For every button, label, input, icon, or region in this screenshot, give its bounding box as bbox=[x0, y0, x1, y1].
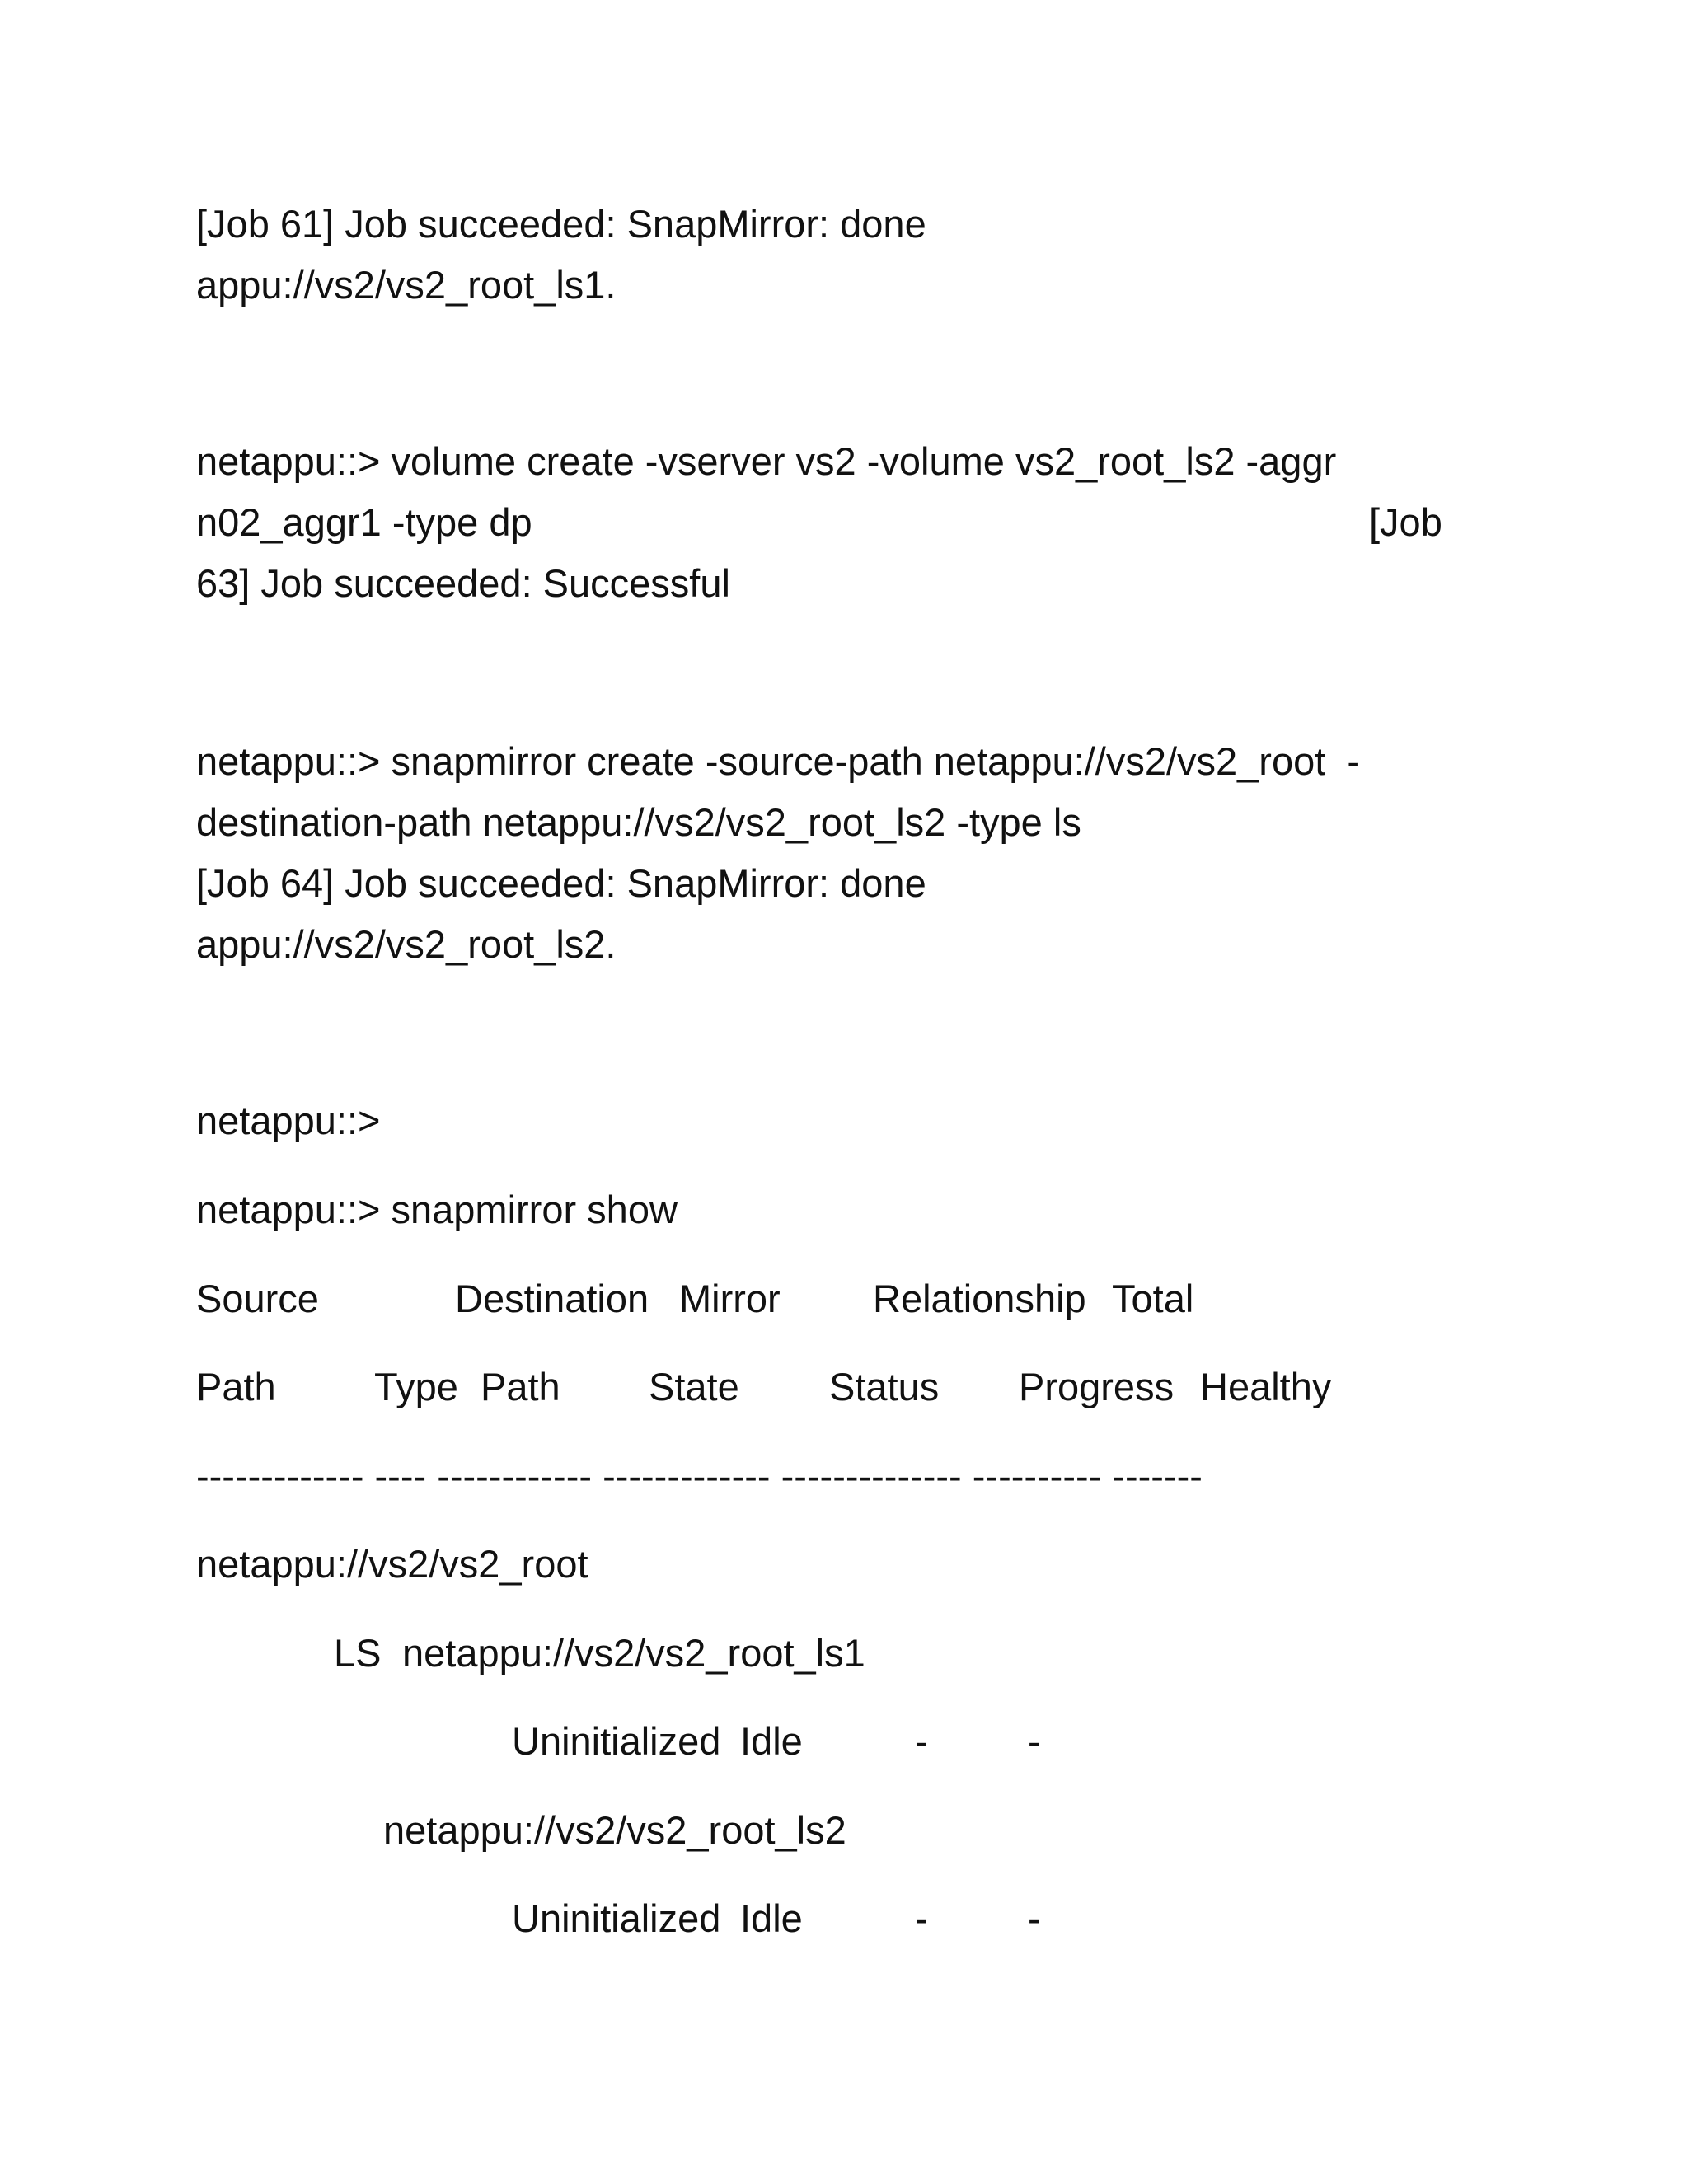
header-progress: Progress bbox=[1019, 1365, 1175, 1408]
row1-type: LS bbox=[334, 1631, 382, 1675]
row1-healthy: - bbox=[1028, 1719, 1041, 1763]
snapmirror-create-args: destination-path netappu://vs2/vs2_root_ls2 -type ls bbox=[196, 800, 1081, 844]
empty-prompt: netappu::> bbox=[196, 1099, 381, 1142]
job64-line: [Job 64] Job succeeded: SnapMirror: done bbox=[196, 861, 926, 905]
header-type: Type bbox=[374, 1365, 458, 1408]
row1-mirror-state: Uninitialized bbox=[512, 1719, 721, 1763]
header-state: State bbox=[649, 1365, 739, 1408]
row1-destination: netappu://vs2/vs2_root_ls1 bbox=[402, 1631, 865, 1675]
header-dest-path: Path bbox=[481, 1365, 560, 1408]
header-destination: Destination bbox=[455, 1277, 649, 1320]
volume-create-command: netappu::> volume create -vserver vs2 -volume vs2_root_ls2 -aggr bbox=[196, 439, 1337, 483]
job61-path-line: appu://vs2/vs2_root_ls1. bbox=[196, 263, 617, 307]
header-mirror: Mirror bbox=[679, 1277, 781, 1320]
header-total: Total bbox=[1112, 1277, 1194, 1320]
volume-create-args: n02_aggr1 -type dp bbox=[196, 500, 532, 544]
header-healthy: Healthy bbox=[1200, 1365, 1332, 1408]
header-source: Source bbox=[196, 1277, 319, 1320]
row2-mirror-state: Uninitialized bbox=[512, 1896, 721, 1940]
source-path-value: netappu://vs2/vs2_root bbox=[196, 1542, 588, 1586]
job63-prefix: [Job bbox=[1369, 500, 1442, 544]
table-separator: ------------- ---- ------------ ------------- -------------- ---------- ------- bbox=[196, 1454, 1203, 1497]
row2-progress: - bbox=[915, 1896, 928, 1940]
row1-progress: - bbox=[915, 1719, 928, 1763]
header-path: Path bbox=[196, 1365, 276, 1408]
row2-destination: netappu://vs2/vs2_root_ls2 bbox=[383, 1808, 846, 1852]
job61-line: [Job 61] Job succeeded: SnapMirror: done bbox=[196, 202, 926, 246]
job63-result: 63] Job succeeded: Successful bbox=[196, 561, 730, 605]
header-status: Status bbox=[829, 1365, 940, 1408]
snapmirror-show-command: netappu::> snapmirror show bbox=[196, 1188, 678, 1231]
header-relationship: Relationship bbox=[873, 1277, 1086, 1320]
row2-status: Idle bbox=[740, 1896, 803, 1940]
job64-path-line: appu://vs2/vs2_root_ls2. bbox=[196, 922, 617, 966]
snapmirror-create-command: netappu::> snapmirror create -source-path netappu://vs2/vs2_root - bbox=[196, 739, 1361, 783]
row2-healthy: - bbox=[1028, 1896, 1041, 1940]
row1-status: Idle bbox=[740, 1719, 803, 1763]
